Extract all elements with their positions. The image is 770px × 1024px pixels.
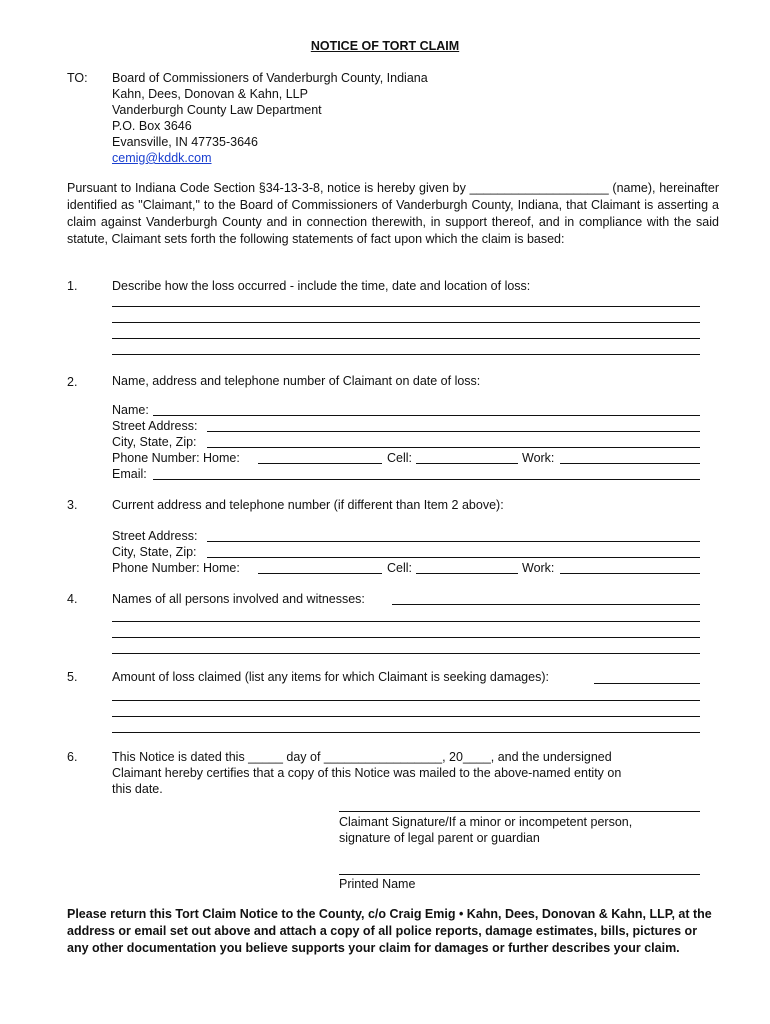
item-6-line-2: Claimant hereby certifies that a copy of this Notice was mailed to the above-named entity on — [112, 766, 622, 780]
item-1-answer-line[interactable] — [112, 306, 700, 307]
signature-label-1: Claimant Signature/If a minor or incompetent person, — [339, 815, 633, 829]
email-link[interactable]: cemig@kddk.com — [112, 151, 212, 165]
claimant-name-field[interactable] — [153, 415, 700, 416]
address-line-3: Vanderburgh County Law Department — [112, 103, 322, 117]
amount-answer-line[interactable] — [112, 716, 700, 717]
claimant-home-phone-field[interactable] — [258, 463, 382, 464]
item-5-prompt: Amount of loss claimed (list any items for which Claimant is seeking damages): — [112, 670, 549, 684]
current-street-label: Street Address: — [112, 529, 198, 543]
intro-paragraph: Pursuant to Indiana Code Section §34-13-3-8, notice is hereby given by ____________________ (name), hereinafter identified as "Claimant," to the Board of Commissioners of Vanderburgh County, Indiana, that Claimant is asserting a claim against Vanderburgh County and in connection therewith, in support thereof, and in compliance with the said statute, Claimant sets forth the following statements of fact upon which the claim is based: — [67, 181, 719, 246]
current-city-field[interactable] — [207, 557, 700, 558]
claimant-email-field[interactable] — [153, 479, 700, 480]
amount-answer-line[interactable] — [112, 700, 700, 701]
claimant-city-label: City, State, Zip: — [112, 435, 197, 449]
item-1-answer-line[interactable] — [112, 322, 700, 323]
to-label: TO: — [67, 71, 88, 85]
amount-claimed-field[interactable] — [594, 683, 700, 684]
address-line-1: Board of Commissioners of Vanderburgh County, Indiana — [112, 71, 428, 85]
current-city-label: City, State, Zip: — [112, 545, 197, 559]
claimant-home-phone-label: Phone Number: Home: — [112, 451, 240, 465]
current-home-phone-label: Phone Number: Home: — [112, 561, 240, 575]
current-street-field[interactable] — [207, 541, 700, 542]
item-6-line-1: This Notice is dated this _____ day of _________________, 20____, and the undersigned — [112, 750, 612, 764]
item-6-number: 6. — [67, 750, 78, 764]
address-line-5: Evansville, IN 47735-3646 — [112, 135, 258, 149]
item-4-prompt: Names of all persons involved and witnesses: — [112, 592, 365, 606]
item-5-number: 5. — [67, 670, 78, 684]
claimant-city-field[interactable] — [207, 447, 700, 448]
witnesses-answer-line[interactable] — [112, 637, 700, 638]
item-1-answer-line[interactable] — [112, 354, 700, 355]
claimant-cell-label: Cell: — [387, 451, 413, 465]
item-6-line-3: this date. — [112, 782, 163, 796]
claimant-cell-field[interactable] — [416, 463, 518, 464]
return-instructions: Please return this Tort Claim Notice to the County, c/o Craig Emig • Kahn, Dees, Donovan & Kahn, LLP, at the address or email set out above and attach a copy of all police reports, damage estimates, bills, pictures or any other documentation you believe supports your claim for damages or further describes your claim. — [67, 907, 712, 955]
item-3-number: 3. — [67, 498, 78, 512]
current-work-field[interactable] — [560, 573, 700, 574]
current-cell-field[interactable] — [416, 573, 518, 574]
claimant-email-label: Email: — [112, 467, 147, 481]
item-2-prompt: Name, address and telephone number of Claimant on date of loss: — [112, 374, 481, 388]
printed-name-line[interactable] — [339, 874, 700, 875]
item-1-answer-line[interactable] — [112, 338, 700, 339]
current-home-phone-field[interactable] — [258, 573, 382, 574]
amount-answer-line[interactable] — [112, 732, 700, 733]
witnesses-field[interactable] — [392, 604, 700, 605]
signature-label-2: signature of legal parent or guardian — [339, 831, 540, 845]
address-line-4: P.O. Box 3646 — [112, 119, 192, 133]
address-line-2: Kahn, Dees, Donovan & Kahn, LLP — [112, 87, 308, 101]
page-title: NOTICE OF TORT CLAIM — [310, 39, 460, 53]
claimant-name-label: Name: — [112, 403, 149, 417]
printed-name-label: Printed Name — [339, 877, 416, 891]
item-3-prompt: Current address and telephone number (if different than Item 2 above): — [112, 498, 504, 512]
item-1-number: 1. — [67, 279, 78, 293]
item-4-number: 4. — [67, 592, 78, 606]
claimant-street-label: Street Address: — [112, 419, 198, 433]
item-1-prompt: Describe how the loss occurred - include the time, date and location of loss: — [112, 279, 531, 293]
claimant-work-label: Work: — [522, 451, 555, 465]
addressee-block — [112, 70, 428, 166]
signature-line[interactable] — [339, 811, 700, 812]
witnesses-answer-line[interactable] — [112, 653, 700, 654]
witnesses-answer-line[interactable] — [112, 621, 700, 622]
current-work-label: Work: — [522, 561, 555, 575]
claimant-street-field[interactable] — [207, 431, 700, 432]
current-cell-label: Cell: — [387, 561, 413, 575]
claimant-work-field[interactable] — [560, 463, 700, 464]
item-2-number: 2. — [67, 375, 78, 389]
